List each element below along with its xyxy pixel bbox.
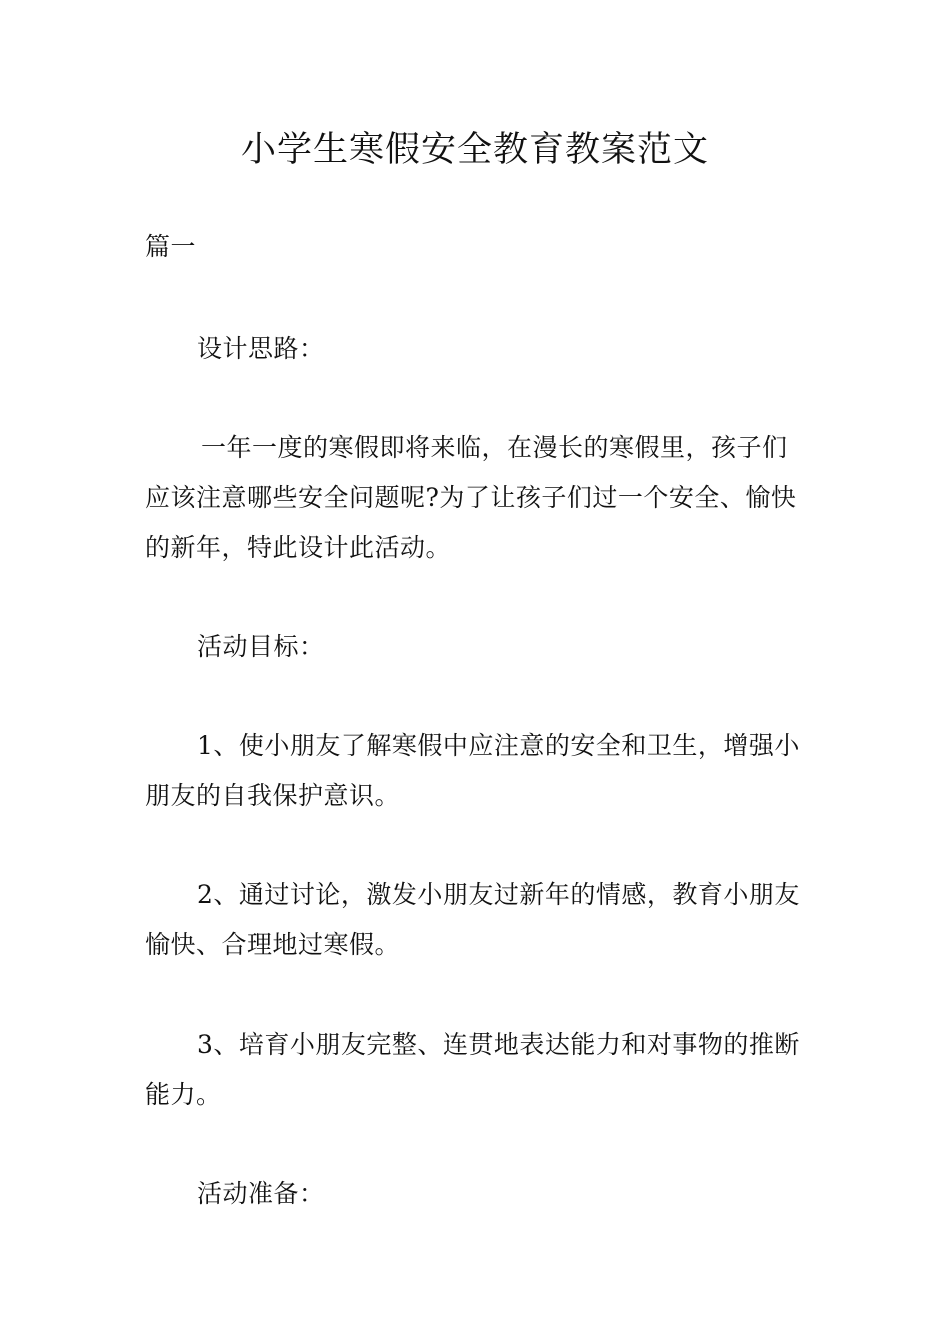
paragraph-line: 2、通过讨论，激发小朋友过新年的情感，教育小朋友 xyxy=(197,880,800,909)
paragraph-line: 应该注意哪些安全问题呢?为了让孩子们过一个安全、愉快 xyxy=(145,483,797,512)
paragraph-line: 朋友的自我保护意识。 xyxy=(145,781,401,810)
goal-3-paragraph xyxy=(145,1020,810,1120)
goal-2-paragraph xyxy=(145,870,810,970)
paragraph-line: 一年一度的寒假即将来临，在漫长的寒假里，孩子们 xyxy=(201,433,788,462)
paragraph-line: 的新年，特此设计此活动。 xyxy=(145,533,452,562)
paragraph-line: 1、使小朋友了解寒假中应注意的安全和卫生，增强小 xyxy=(197,731,800,760)
paragraph-line: 3、培育小朋友完整、连贯地表达能力和对事物的推断 xyxy=(197,1030,800,1059)
design-paragraph xyxy=(145,423,810,573)
paragraph-line: 愉快、合理地过寒假。 xyxy=(145,930,401,959)
section-label: 篇一 xyxy=(145,232,197,261)
design-heading: 设计思路： xyxy=(197,334,325,363)
goals-heading: 活动目标： xyxy=(197,632,325,661)
document-title: 小学生寒假安全教育教案范文 xyxy=(240,130,709,170)
paragraph-line: 能力。 xyxy=(145,1080,222,1109)
goal-1-paragraph xyxy=(145,721,810,821)
prep-heading: 活动准备： xyxy=(197,1179,325,1208)
